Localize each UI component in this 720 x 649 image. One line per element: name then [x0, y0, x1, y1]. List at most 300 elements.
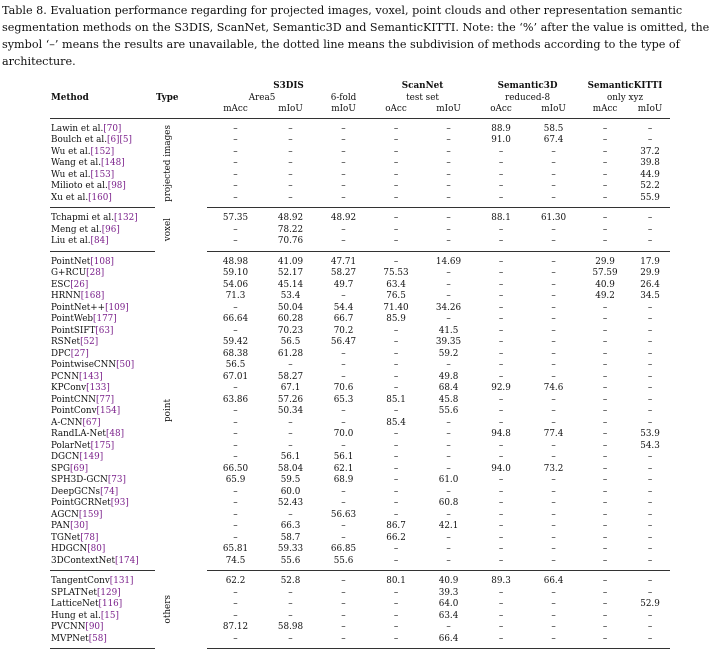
value-cell: 88.1 [491, 213, 511, 223]
value-cell: – [446, 486, 451, 497]
value-cell: 58.04 [277, 463, 304, 474]
value-cell: – [233, 325, 238, 336]
citation-link[interactable]: [152] [90, 146, 115, 157]
method-name: Boulch et al. [51, 135, 108, 145]
value-cell: – [341, 486, 346, 497]
citation-link[interactable]: [63] [95, 325, 114, 336]
value-cell: 59.5 [280, 475, 301, 485]
value-cell: – [233, 417, 238, 428]
value-cell: 44.9 [640, 169, 660, 180]
value-cell: – [341, 135, 346, 145]
value-cell: – [288, 123, 293, 134]
citation-link[interactable]: [6][5] [107, 135, 132, 145]
value-cell: – [551, 302, 556, 313]
method-header: Method [51, 92, 89, 103]
method-name: SPH3D-GCN [51, 475, 108, 485]
value-cell: – [207, 193, 264, 208]
value-cell: – [288, 429, 293, 439]
citation-link[interactable]: [90] [85, 622, 104, 632]
value-cell: – [602, 587, 608, 598]
method-cell [50, 314, 155, 326]
value-cell: 48.98 [222, 256, 249, 267]
value-cell: – [551, 337, 556, 347]
metric-header: mIoU [422, 104, 475, 119]
value-cell: – [498, 417, 504, 428]
method-cell [50, 208, 155, 225]
value-cell: 67.01 [222, 371, 249, 382]
value-cell: – [498, 599, 504, 609]
citation-link[interactable]: [50] [116, 360, 135, 370]
table-row [50, 544, 670, 556]
method-name: PointGCRNet [51, 498, 111, 508]
method-cell [50, 158, 155, 170]
citation-link[interactable]: [26] [70, 279, 89, 290]
value-cell: 48.92 [330, 213, 357, 223]
value-cell: – [551, 360, 556, 370]
value-cell: – [498, 158, 504, 168]
value-cell: 42.1 [438, 521, 459, 531]
value-cell: – [317, 634, 370, 649]
table-row [50, 406, 670, 418]
value-cell: – [630, 236, 670, 251]
value-cell: 54.3 [640, 440, 660, 451]
method-cell [50, 533, 155, 545]
value-cell: – [341, 348, 346, 359]
value-cell: – [602, 610, 608, 621]
value-cell: – [288, 610, 293, 621]
value-cell: – [233, 123, 238, 134]
citation-link[interactable]: [15] [100, 610, 119, 621]
value-cell: – [341, 146, 346, 157]
value-cell: – [341, 576, 346, 586]
method-cell [50, 487, 155, 499]
method-cell [50, 464, 155, 476]
citation-link[interactable]: [174] [115, 555, 139, 566]
citation-link[interactable]: [153] [90, 169, 115, 180]
value-cell: – [602, 498, 608, 508]
value-cell: 80.1 [386, 576, 406, 586]
method-name: Tchapmi et al. [51, 213, 114, 223]
value-cell: – [341, 532, 346, 543]
value-cell: – [647, 337, 653, 347]
value-cell: 58.5 [543, 123, 564, 134]
value-cell: – [498, 521, 504, 531]
value-cell: – [647, 509, 653, 520]
value-cell: – [647, 135, 653, 145]
value-cell: – [446, 314, 451, 324]
value-cell: – [647, 417, 653, 428]
method-name: Milioto et al. [51, 181, 108, 191]
method-cell [50, 291, 155, 303]
method-cell [50, 571, 155, 588]
citation-link[interactable]: [108] [90, 256, 114, 267]
value-cell: – [288, 417, 293, 428]
citation-link[interactable]: [175] [90, 440, 115, 451]
value-cell: 70.23 [277, 325, 304, 336]
value-cell: – [393, 452, 399, 462]
value-cell: 66.50 [222, 463, 249, 474]
value-cell: – [233, 498, 238, 508]
method-cell [50, 588, 155, 600]
method-name: Wu et al. [51, 169, 91, 180]
table-row [50, 236, 670, 251]
value-cell: 34.5 [640, 291, 660, 301]
value-cell: – [647, 452, 653, 462]
value-cell: – [422, 236, 475, 251]
value-cell: – [446, 544, 451, 554]
value-cell: – [393, 406, 399, 416]
value-cell: – [647, 622, 653, 632]
method-name: Xu et al. [51, 192, 89, 203]
value-cell: – [647, 587, 653, 598]
value-cell: 85.9 [386, 314, 406, 324]
value-cell: – [551, 169, 556, 180]
value-cell: 17.9 [640, 256, 660, 267]
method-cell [50, 251, 155, 268]
method-cell [50, 475, 155, 487]
method-cell [50, 418, 155, 430]
value-cell: – [233, 224, 238, 235]
value-cell: – [446, 463, 451, 474]
metric-header: mAcc [580, 104, 630, 119]
citation-link[interactable]: [73] [107, 475, 126, 485]
value-cell: – [498, 169, 504, 180]
method-name: PointwiseCNN [51, 360, 117, 370]
value-cell: – [498, 314, 504, 324]
value-cell: 55.6 [317, 556, 370, 571]
method-name: DGCN [51, 452, 80, 462]
value-cell: 49.7 [333, 279, 354, 290]
citation-link[interactable]: [131] [109, 576, 134, 586]
value-cell: – [602, 158, 608, 168]
value-cell: – [498, 486, 504, 497]
value-cell: – [341, 224, 346, 235]
value-cell: – [233, 486, 238, 497]
method-cell [50, 225, 155, 237]
split-only-xyz: only xyz [606, 92, 644, 103]
value-cell: – [602, 325, 608, 336]
metric-header: oAcc [475, 104, 527, 119]
value-cell: – [207, 634, 264, 649]
value-cell: 89.3 [491, 576, 511, 586]
value-cell: – [446, 291, 451, 301]
value-cell: 65.9 [225, 475, 246, 485]
citation-link[interactable]: [159] [78, 509, 103, 520]
method-name: PolarNet [51, 440, 91, 451]
method-name: Wu et al. [51, 146, 91, 157]
method-cell [50, 498, 155, 510]
value-cell: 94.0 [491, 463, 511, 474]
value-cell: – [602, 123, 608, 134]
value-cell: – [393, 169, 399, 180]
method-name: RandLA-Net [51, 429, 106, 439]
method-cell [50, 236, 155, 251]
citation-link[interactable]: [84] [90, 236, 109, 246]
value-cell: 56.1 [280, 452, 301, 462]
split-area5: Area5 [248, 92, 276, 103]
value-cell: – [647, 325, 653, 336]
table-row [50, 280, 670, 292]
value-cell: 39.35 [435, 337, 462, 347]
value-cell: 58.27 [277, 371, 304, 382]
value-cell: – [393, 256, 399, 267]
method-name: PAN [51, 521, 71, 531]
value-cell: 39.3 [438, 587, 459, 598]
value-cell: – [446, 169, 451, 180]
table-row [50, 418, 670, 430]
value-cell: 60.0 [280, 486, 301, 497]
method-name: Meng et al. [51, 224, 102, 235]
value-cell: 66.3 [280, 521, 301, 531]
citation-link[interactable]: [109] [105, 302, 129, 313]
method-cell [50, 544, 155, 556]
value-cell: 59.10 [222, 268, 249, 278]
value-cell: – [647, 521, 653, 531]
citation-link[interactable]: [67] [82, 417, 101, 428]
citation-link[interactable]: [28] [86, 268, 105, 278]
method-name: TGNet [51, 532, 81, 543]
method-cell [50, 599, 155, 611]
method-name: TangentConv [51, 576, 110, 586]
citation-link[interactable]: [132] [114, 213, 138, 223]
method-name: Liu et al. [51, 236, 91, 246]
value-cell: – [341, 440, 346, 451]
citation-link[interactable]: [133] [86, 383, 110, 393]
method-cell [50, 622, 155, 634]
value-cell: 59.42 [222, 337, 249, 347]
value-cell: – [551, 256, 556, 267]
value-cell: – [393, 486, 399, 497]
table-row [50, 135, 670, 147]
value-cell: – [341, 610, 346, 621]
value-cell: – [233, 181, 238, 191]
value-cell: – [317, 193, 370, 208]
value-cell: – [551, 498, 556, 508]
method-name: PointCNN [51, 394, 96, 405]
value-cell: 61.30 [540, 213, 567, 223]
value-cell: – [602, 576, 608, 586]
value-cell: – [602, 314, 608, 324]
dataset-semantickitti: SemanticKITTI [587, 81, 663, 91]
value-cell: – [647, 475, 653, 485]
table-row [50, 622, 670, 634]
method-name: Lawin et al. [51, 123, 104, 134]
value-cell: – [393, 348, 399, 359]
citation-link[interactable]: [154] [96, 406, 121, 416]
value-cell: – [602, 383, 608, 393]
value-cell: – [498, 498, 504, 508]
citation-link[interactable]: [77] [96, 394, 115, 405]
value-cell: – [393, 146, 399, 157]
value-cell: – [602, 337, 608, 347]
citation-link[interactable]: [74] [100, 486, 119, 497]
citation-link[interactable]: [70] [103, 123, 122, 134]
value-cell: – [288, 509, 293, 520]
value-cell: – [551, 279, 556, 290]
value-cell: 48.92 [277, 213, 304, 223]
value-cell: 67.4 [543, 135, 564, 145]
value-cell: 45.14 [277, 279, 304, 290]
value-cell: 74.6 [543, 383, 564, 393]
value-cell: – [551, 521, 556, 531]
value-cell: – [341, 622, 346, 632]
value-cell: 68.38 [222, 348, 249, 359]
value-cell: – [341, 521, 346, 531]
value-cell: – [527, 634, 580, 649]
citation-link[interactable]: [149] [79, 452, 104, 462]
citation-link[interactable]: [143] [79, 371, 103, 382]
table-row [50, 475, 670, 487]
method-cell [50, 268, 155, 280]
value-cell: – [207, 236, 264, 251]
value-cell: – [498, 610, 504, 621]
table-row [50, 360, 670, 372]
value-cell: 34.26 [435, 302, 462, 313]
value-cell: 55.6 [264, 556, 317, 571]
value-cell: 63.4 [438, 610, 459, 621]
method-name: DPC [51, 348, 71, 359]
citation-link[interactable]: [52] [80, 337, 99, 347]
value-cell: – [498, 146, 504, 157]
value-cell: – [551, 314, 556, 324]
value-cell: – [602, 475, 608, 485]
citation-link[interactable]: [30] [70, 521, 89, 531]
citation-link[interactable]: [80] [87, 544, 106, 554]
value-cell: – [475, 193, 527, 208]
citation-link[interactable]: [98] [107, 181, 126, 191]
value-cell: – [647, 394, 653, 405]
value-cell: – [498, 325, 504, 336]
table-row [50, 611, 670, 623]
method-cell [50, 349, 155, 361]
citation-link[interactable]: [160] [88, 192, 112, 203]
header-row-datasets [50, 81, 670, 93]
citation-link[interactable]: [129] [96, 587, 121, 598]
value-cell: 66.7 [333, 314, 354, 324]
value-cell: – [498, 509, 504, 520]
citation-link[interactable]: [27] [70, 348, 89, 359]
method-name: DeepGCNs [51, 486, 101, 497]
value-cell: 39.8 [640, 158, 660, 168]
value-cell: – [647, 498, 653, 508]
value-cell: – [580, 556, 630, 571]
value-cell: – [602, 417, 608, 428]
value-cell: 52.9 [640, 599, 660, 609]
value-cell: 40.9 [595, 279, 615, 290]
metric-header: oAcc [370, 104, 422, 119]
method-cell [50, 181, 155, 193]
method-name: LatticeNet [51, 599, 99, 609]
citation-link[interactable]: [69] [69, 463, 89, 474]
value-cell: 92.9 [491, 383, 511, 393]
value-cell: – [602, 509, 608, 520]
value-cell: – [551, 325, 556, 336]
value-cell: – [602, 224, 608, 235]
value-cell: – [647, 371, 653, 382]
citation-link[interactable]: [78] [80, 532, 99, 543]
value-cell: 77.4 [543, 429, 564, 439]
value-cell: – [233, 302, 238, 313]
value-cell: – [551, 181, 556, 191]
value-cell: – [233, 169, 238, 180]
value-cell: – [602, 360, 608, 370]
value-cell: – [393, 371, 399, 382]
method-name: A-CNN [51, 417, 83, 428]
value-cell: – [551, 452, 556, 462]
citation-link[interactable]: [96] [101, 224, 120, 235]
value-cell: – [446, 417, 451, 428]
value-cell: – [527, 556, 580, 571]
value-cell: – [446, 440, 451, 451]
value-cell: 86.7 [386, 521, 406, 531]
table-row [50, 158, 670, 170]
value-cell: 29.9 [595, 256, 615, 267]
citation-link[interactable]: [93] [110, 498, 129, 508]
value-cell: – [393, 440, 399, 451]
method-name: G+RCU [51, 268, 87, 278]
results-table [50, 81, 670, 649]
value-cell: – [446, 146, 451, 157]
value-cell: – [498, 587, 504, 598]
value-cell: – [630, 634, 670, 649]
value-cell: – [602, 302, 608, 313]
citation-link[interactable]: [148] [101, 158, 125, 168]
method-name: PointNet++ [51, 302, 106, 313]
value-cell: – [446, 279, 451, 290]
value-cell: – [602, 429, 608, 439]
value-cell: 37.2 [640, 146, 660, 157]
type-label: others [163, 595, 173, 624]
method-cell [50, 280, 155, 292]
table-row [50, 634, 670, 649]
value-cell: – [288, 181, 293, 191]
value-cell: – [288, 360, 293, 370]
value-cell: – [233, 383, 238, 393]
value-cell: 70.76 [264, 236, 317, 251]
value-cell: – [233, 452, 238, 462]
value-cell: – [288, 599, 293, 609]
method-name: Wang et al. [51, 158, 102, 168]
citation-link[interactable]: [177] [93, 314, 117, 324]
value-cell: – [602, 371, 608, 382]
method-cell [50, 135, 155, 147]
citation-link[interactable]: [48] [105, 429, 125, 439]
value-cell: – [498, 394, 504, 405]
value-cell: – [498, 279, 504, 290]
value-cell: – [551, 348, 556, 359]
value-cell: – [317, 236, 370, 251]
value-cell: – [393, 383, 399, 393]
value-cell: – [341, 406, 346, 416]
value-cell: – [498, 452, 504, 462]
value-cell: – [341, 599, 346, 609]
value-cell: 67.1 [280, 383, 301, 393]
value-cell: – [498, 544, 504, 554]
value-cell: 53.4 [280, 291, 301, 301]
value-cell: – [551, 406, 556, 416]
value-cell: – [475, 634, 527, 649]
citation-link[interactable]: [58] [88, 633, 107, 644]
citation-link[interactable]: [116] [98, 599, 123, 609]
value-cell: 29.9 [640, 268, 660, 278]
value-cell: – [551, 158, 556, 168]
value-cell: – [498, 532, 504, 543]
table-row [50, 349, 670, 361]
citation-link[interactable]: [168] [80, 291, 105, 301]
value-cell: – [233, 440, 238, 451]
value-cell: – [551, 622, 556, 632]
value-cell: – [647, 383, 653, 393]
